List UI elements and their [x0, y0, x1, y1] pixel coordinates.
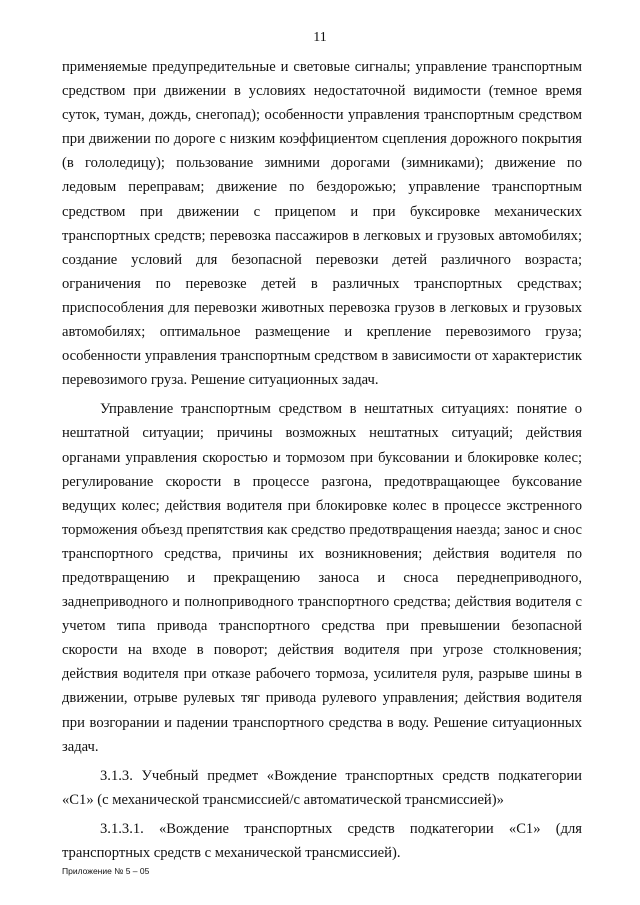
document-body: [62, 55, 582, 865]
paragraph-emergency-situations: Управление транспортным средством в нештатных ситуациях: понятие о нештатной ситуации; причины возможных нештатных ситуаций; действия органами управления скоростью и тормозом при буксовании и блокировке колес; регулирование скорости в процессе разгона, предотвращающее буксование ведущих колес; действия водителя при блокировке колес в процессе экстренного торможения объезд препятствия как средство предотвращения наезда; занос и снос транспортного средства, причины их возникновения; действия водителя по предотвращению и прекращению заноса и сноса переднеприводного, заднеприводного и полноприводного транспортного средства; действия водителя с учетом типа привода транспортного средства при превышении безопасной скорости на входе в поворот; действия водителя при угрозе столкновения; действия водителя при отказе рабочего тормоза, усилителя руля, разрыве шины в движении, отрыве рулевых тяг привода рулевого управления; действия водителя при возгорании и падении транспортного средства в воду. Решение ситуационных задач.: [62, 401, 582, 755]
section-heading-3-1-3: 3.1.3. Учебный предмет «Вождение транспортных средств подкатегории «С1» (с механической трансмиссией/с автоматической трансмиссией)»: [62, 767, 582, 808]
section-heading-3-1-3-1: 3.1.3.1. «Вождение транспортных средств подкатегории «С1» (для транспортных средств с механической трансмиссией).: [62, 820, 582, 861]
page-number: 11: [313, 30, 327, 45]
page-footer: Приложение № 5 – 05: [62, 866, 150, 876]
paragraph-continuation: применяемые предупредительные и световые сигналы; управление транспортным средством при движении в условиях недостаточной видимости (темное время суток, туман, дождь, снегопад); особенности управления транспортным средством при движении по дороге с низким коэффициентом сцепления дорожного покрытия (в гололедицу); пользование зимними дорогами (зимниками); движение по ледовым переправам; движение по бездорожью; управление транспортным средством при движении с прицепом и при буксировке механических транспортных средств; перевозка пассажиров в легковых и грузовых автомобилях; создание условий для безопасной перевозки детей различного возраста; ограничения по перевозке детей в различных транспортных средствах; приспособления для перевозки животных перевозка грузов в легковых и грузовых автомобилях; оптимальное размещение и крепление перевозимого груза; особенности управления транспортным средством в зависимости от характеристик перевозимого груза. Решение ситуационных задач.: [62, 59, 582, 389]
